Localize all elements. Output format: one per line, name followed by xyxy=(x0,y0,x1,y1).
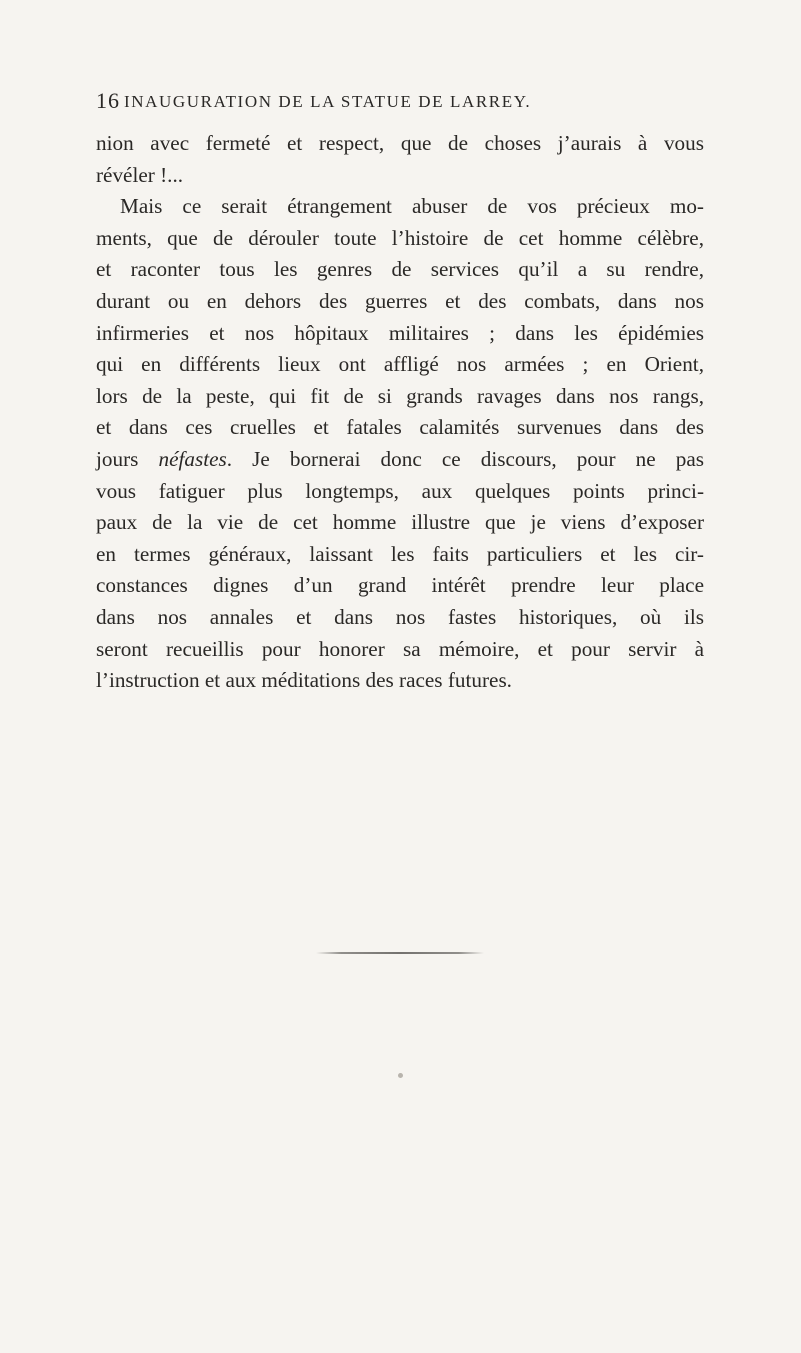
text-line-with-italic xyxy=(96,444,704,476)
text-line: qui en différents lieux ont affligé nos armées ; en Orient, xyxy=(96,352,704,377)
section-divider-rule xyxy=(316,952,484,954)
running-head xyxy=(0,88,801,118)
text-line: l’instruction et aux méditations des races futures. xyxy=(96,668,512,693)
text-line: ments, que de dérouler toute l’histoire de cet homme célèbre, xyxy=(96,225,704,250)
text-line: et raconter tous les genres de services qu’il a su rendre, xyxy=(96,257,704,282)
body-text xyxy=(96,128,704,697)
text-line: constances dignes d’un grand intérêt prendre leur place xyxy=(96,573,704,598)
paragraph-start-line: Mais ce serait étrangement abuser de vos précieux mo- xyxy=(120,194,704,219)
text-line: révéler !... xyxy=(96,162,184,187)
text-line: durant ou en dehors des guerres et des combats, dans nos xyxy=(96,288,704,313)
running-title: INAUGURATION DE LA STATUE DE LARREY. xyxy=(124,92,532,111)
paper-speck xyxy=(398,1073,403,1078)
text-line: paux de la vie de cet homme illustre que je viens d’exposer xyxy=(96,510,704,535)
page-number: 16 xyxy=(96,88,120,113)
text-line: en termes généraux, laissant les faits particuliers et les cir- xyxy=(96,541,704,566)
text-line: nion avec fermeté et respect, que de choses j’aurais à vous xyxy=(96,131,704,155)
text-line: infirmeries et nos hôpitaux militaires ; dans les épidémies xyxy=(96,320,704,345)
text-line: et dans ces cruelles et fatales calamités survenues dans des xyxy=(96,415,704,440)
italic-word: néfastes xyxy=(158,446,227,471)
text-line: dans nos annales et dans nos fastes historiques, où ils xyxy=(96,604,704,629)
text-fragment: jours xyxy=(96,446,159,471)
text-line: vous fatiguer plus longtemps, aux quelques points princi- xyxy=(96,478,704,503)
text-line: seront recueillis pour honorer sa mémoire, et pour servir à xyxy=(96,636,704,661)
text-line: lors de la peste, qui fit de si grands ravages dans nos rangs, xyxy=(96,383,704,408)
text-fragment: . Je bornerai donc ce discours, pour ne pas xyxy=(226,446,704,471)
